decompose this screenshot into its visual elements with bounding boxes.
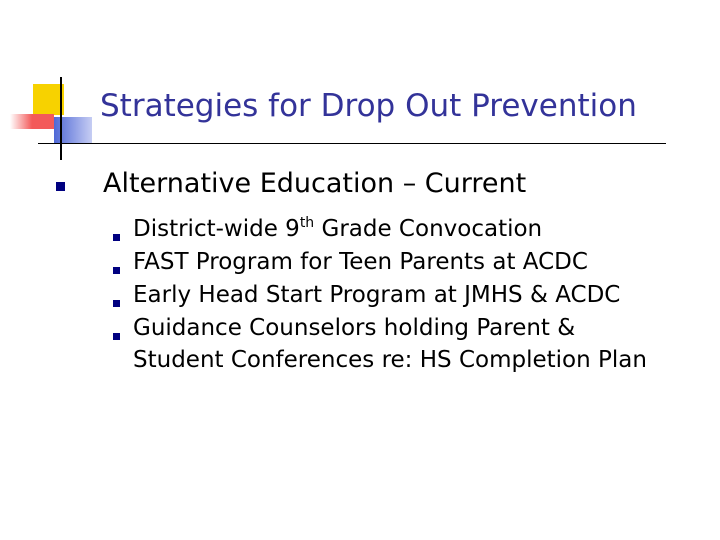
main-bullet-text: Alternative Education – Current [103, 168, 527, 199]
corner-decoration [0, 0, 100, 170]
level2-bullet-icon [113, 333, 120, 340]
yellow-square [33, 84, 64, 115]
slide-title: Strategies for Drop Out Prevention [100, 88, 637, 124]
level2-bullet-icon [113, 300, 120, 307]
title-underline [38, 143, 666, 144]
sub-bullet-text: Guidance Counselors holding Parent & Student Conferences re: HS Completion Plan [133, 315, 647, 373]
red-bar [10, 114, 54, 129]
sub-bullet-text: FAST Program for Teen Parents at ACDC [133, 249, 588, 275]
blue-square [54, 117, 92, 144]
level2-bullet-icon [113, 234, 120, 241]
superscript-text: th [299, 215, 315, 231]
level2-bullet-icon [113, 267, 120, 274]
level1-bullet-icon [56, 182, 65, 191]
sub-bullet-text: District-wide 9th Grade Convocation [133, 215, 543, 242]
sub-bullet-text: Early Head Start Program at JMHS & ACDC [133, 282, 621, 308]
